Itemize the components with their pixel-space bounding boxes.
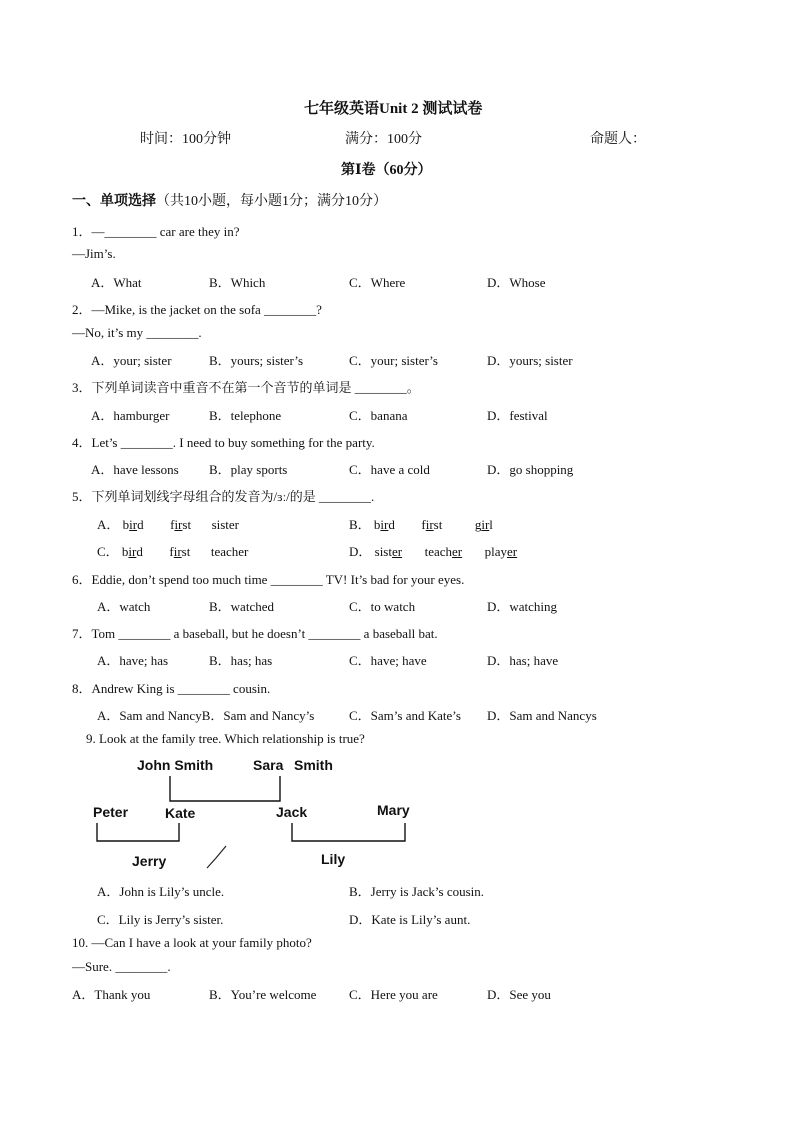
q5-d-word3: player	[484, 544, 518, 559]
q6-option-c[interactable]: C．to watch	[349, 599, 416, 614]
q7-option-c[interactable]: C．have; have	[349, 653, 427, 668]
q3-option-a[interactable]: A．hamburger	[91, 408, 170, 423]
q1-option-b[interactable]: B．Which	[209, 275, 266, 290]
q5-a-label: A．	[97, 517, 120, 532]
question-1-stem: 1．—________ car are they in?	[72, 224, 240, 239]
question-8-stem: 8．Andrew King is ________ cousin.	[72, 681, 271, 696]
q5-b-label: B．	[349, 517, 371, 532]
tree-smith: Smith	[294, 757, 333, 773]
q8-option-c[interactable]: C．Sam’s and Kate’s	[349, 708, 461, 723]
q5-c-word1: bird	[121, 544, 143, 559]
q5-d-word2: teacher	[424, 544, 463, 559]
q2-option-b[interactable]: B．yours; sister’s	[209, 353, 304, 368]
q7-option-a[interactable]: A．have; has	[97, 653, 169, 668]
q5-c-label: C．	[97, 544, 119, 559]
q1-option-d[interactable]: D．Whose	[487, 275, 546, 290]
q2-option-a[interactable]: A．your; sister	[91, 353, 172, 368]
question-6-stem: 6．Eddie, don’t spend too much time ________ TV! It’s bad for your eyes.	[72, 572, 465, 587]
q2-option-c[interactable]: C．your; sister’s	[349, 353, 438, 368]
q8-option-ab[interactable]: A．Sam and NancyB．Sam and Nancy’s	[97, 708, 315, 723]
q5-c-word3: teacher	[210, 544, 249, 559]
q6-option-b[interactable]: B．watched	[209, 599, 274, 614]
q8-option-d[interactable]: D．Sam and Nancys	[487, 708, 597, 723]
q9-option-b[interactable]: B．Jerry is Jack’s cousin.	[349, 884, 485, 899]
question-2-reply: —No, it’s my ________.	[72, 325, 202, 340]
q1-option-c[interactable]: C．Where	[349, 275, 406, 290]
question-9-stem: 9. Look at the family tree. Which relationship is true?	[86, 731, 365, 746]
q10-option-b[interactable]: B．You’re welcome	[209, 987, 317, 1002]
q4-option-d[interactable]: D．go shopping	[487, 462, 574, 477]
q4-option-b[interactable]: B．play sports	[209, 462, 288, 477]
q6-option-d[interactable]: D．watching	[487, 599, 558, 614]
tree-pen-mark	[207, 846, 226, 868]
tree-jerry: Jerry	[132, 853, 167, 869]
tree-kate: Kate	[165, 805, 196, 821]
tree-bracket-jack-mary	[292, 823, 405, 841]
tree-john-smith: John Smith	[137, 757, 214, 773]
q5-d-word1: sister	[374, 544, 403, 559]
tree-sara: Sara	[253, 757, 284, 773]
q5-c-word2: first	[169, 544, 191, 559]
question-5-stem: 5．下列单词划线字母组合的发音为/ɜː/的是 ________.	[72, 489, 375, 504]
page-title: 七年级英语Unit 2 测试试卷	[304, 101, 483, 117]
exam-score: 满分：100分	[345, 132, 422, 147]
q5-b-word3: girl	[474, 517, 493, 532]
q9-option-d[interactable]: D．Kate is Lily’s aunt.	[349, 912, 471, 927]
exam-time: 时间：100分钟	[140, 132, 231, 147]
tree-jack: Jack	[276, 804, 308, 820]
q6-option-a[interactable]: A．watch	[97, 599, 151, 614]
q4-option-a[interactable]: A．have lessons	[91, 462, 179, 477]
q9-option-a[interactable]: A．John is Lily’s uncle.	[97, 884, 225, 899]
part-title: 第Ⅰ卷（60分）	[341, 163, 432, 178]
tree-peter: Peter	[93, 804, 129, 820]
q2-option-d[interactable]: D．yours; sister	[487, 353, 573, 368]
q10-option-d[interactable]: D．See you	[487, 987, 551, 1002]
question-2-stem: 2．—Mike, is the jacket on the sofa ________?	[72, 302, 322, 317]
q10-option-a[interactable]: A．Thank you	[72, 987, 151, 1002]
question-10-reply: —Sure. ________.	[72, 959, 171, 974]
section-note: （共10小题，每小题1分；满分10分）	[156, 194, 387, 209]
q4-option-c[interactable]: C．have a cold	[349, 462, 430, 477]
tree-mary: Mary	[377, 802, 410, 818]
q5-d-label: D．	[349, 544, 372, 559]
q3-option-c[interactable]: C．banana	[349, 408, 408, 423]
q9-option-c[interactable]: C．Lily is Jerry’s sister.	[97, 912, 224, 927]
section-title-main: 一、单项选择	[72, 194, 156, 209]
q7-option-b[interactable]: B．has; has	[209, 653, 273, 668]
q3-option-b[interactable]: B．telephone	[209, 408, 282, 423]
question-3-stem: 3．下列单词读音中重音不在第一个音节的单词是 ________。	[72, 380, 420, 395]
exam-author: 命题人：	[590, 132, 646, 147]
q5-a-word3: sister	[211, 517, 240, 532]
question-10-stem: 10. —Can I have a look at your family photo?	[72, 935, 312, 950]
q5-a-word2: first	[170, 517, 192, 532]
q5-b-word1: bird	[373, 517, 395, 532]
q5-a-word1: bird	[122, 517, 144, 532]
tree-lily: Lily	[321, 851, 346, 867]
question-1-reply: —Jim’s.	[72, 246, 116, 261]
q1-option-a[interactable]: A．What	[91, 275, 142, 290]
question-7-stem: 7．Tom ________ a baseball, but he doesn’t ________ a baseball bat.	[72, 626, 438, 641]
question-4-stem: 4．Let’s ________. I need to buy something for the party.	[72, 435, 375, 450]
tree-bracket-grandparents	[170, 776, 280, 801]
q10-option-c[interactable]: C．Here you are	[349, 987, 438, 1002]
q5-b-word2: first	[421, 517, 443, 532]
q3-option-d[interactable]: D．festival	[487, 408, 548, 423]
tree-bracket-peter-kate	[97, 823, 179, 841]
q7-option-d[interactable]: D．has; have	[487, 653, 559, 668]
